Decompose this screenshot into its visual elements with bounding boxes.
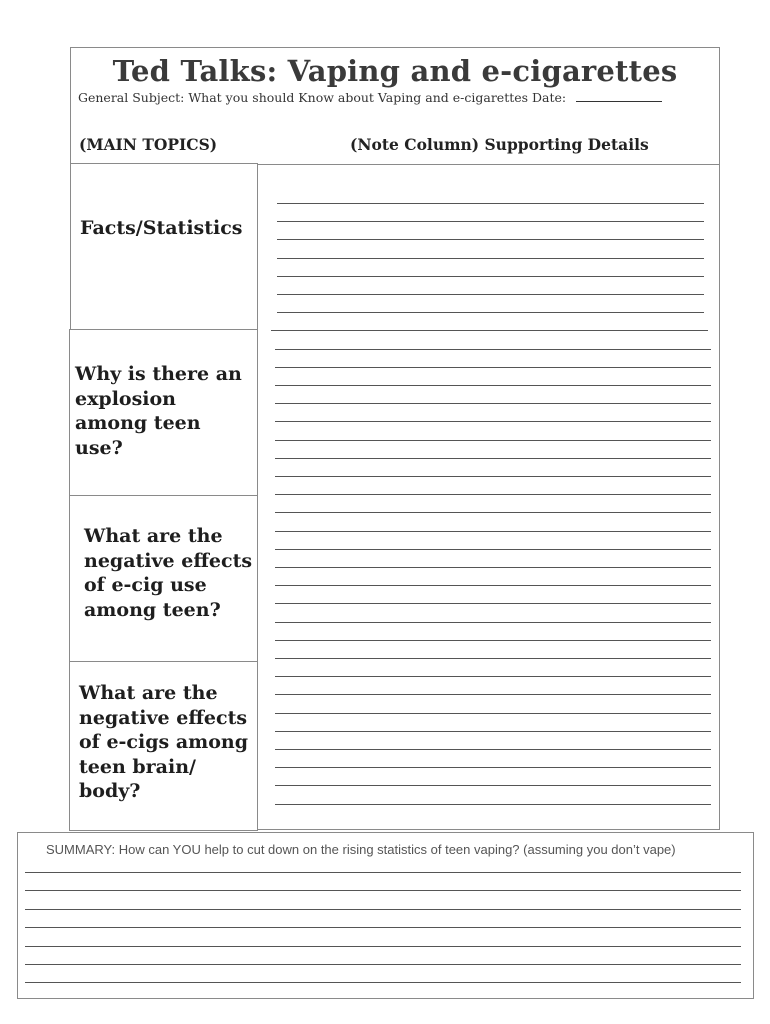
- topic-box-explosion: [69, 329, 258, 496]
- header: [71, 48, 719, 165]
- topic-label: Why is there an explosion among teen use?: [75, 363, 242, 459]
- note-line: [275, 676, 711, 677]
- note-line: [277, 239, 704, 240]
- note-line: [275, 785, 711, 786]
- topic-box-brain-body: [69, 661, 258, 831]
- note-line: [277, 276, 704, 277]
- note-line: [275, 349, 711, 350]
- note-line: [275, 476, 711, 477]
- note-line: [275, 531, 711, 532]
- note-line: [275, 494, 711, 495]
- note-line: [275, 713, 711, 714]
- summary-line: [25, 927, 741, 928]
- note-line: [277, 203, 704, 204]
- summary-line: [25, 872, 741, 873]
- main-topics-heading: (MAIN TOPICS): [79, 135, 218, 154]
- topic-box-negative-effects: [69, 495, 258, 662]
- topic-label: What are the negative effects of e-cigs among teen brain/ body?: [79, 682, 249, 802]
- subject-text: General Subject: What you should Know about Vaping and e-cigarettes Date:: [78, 90, 567, 105]
- date-field[interactable]: [576, 89, 662, 102]
- summary-line: [25, 982, 741, 983]
- note-line: [275, 749, 711, 750]
- note-line: [271, 330, 708, 331]
- note-line: [275, 694, 711, 695]
- summary-box[interactable]: [17, 832, 754, 999]
- note-line: [275, 458, 711, 459]
- note-line: [277, 294, 704, 295]
- summary-line: [25, 890, 741, 891]
- summary-line: [25, 964, 741, 965]
- topic-box-facts: [70, 163, 258, 330]
- notes-area[interactable]: [257, 163, 720, 830]
- note-line: [275, 385, 711, 386]
- note-line: [275, 549, 711, 550]
- note-line: [275, 421, 711, 422]
- subject-row: [78, 89, 662, 105]
- note-line: [277, 312, 704, 313]
- note-line: [275, 403, 711, 404]
- note-column-heading: (Note Column) Supporting Details: [350, 135, 649, 154]
- note-line: [275, 658, 711, 659]
- note-line: [275, 567, 711, 568]
- note-line: [275, 804, 711, 805]
- summary-line: [25, 909, 741, 910]
- note-line: [275, 731, 711, 732]
- summary-line: [25, 946, 741, 947]
- summary-label: SUMMARY: How can YOU help to cut down on the rising statistics of teen vaping? (assuming you don’t vape): [46, 842, 676, 857]
- note-line: [275, 603, 711, 604]
- note-line: [277, 258, 704, 259]
- note-line: [277, 221, 704, 222]
- page-title: Ted Talks: Vaping and e-cigarettes: [112, 54, 678, 88]
- note-line: [275, 367, 711, 368]
- topic-label: Facts/Statistics: [80, 217, 243, 239]
- note-line: [275, 512, 711, 513]
- topic-label: What are the negative effects of e-cig use among teen?: [84, 525, 253, 621]
- note-line: [275, 440, 711, 441]
- note-line: [275, 622, 711, 623]
- note-line: [275, 585, 711, 586]
- note-line: [275, 640, 711, 641]
- note-line: [275, 767, 711, 768]
